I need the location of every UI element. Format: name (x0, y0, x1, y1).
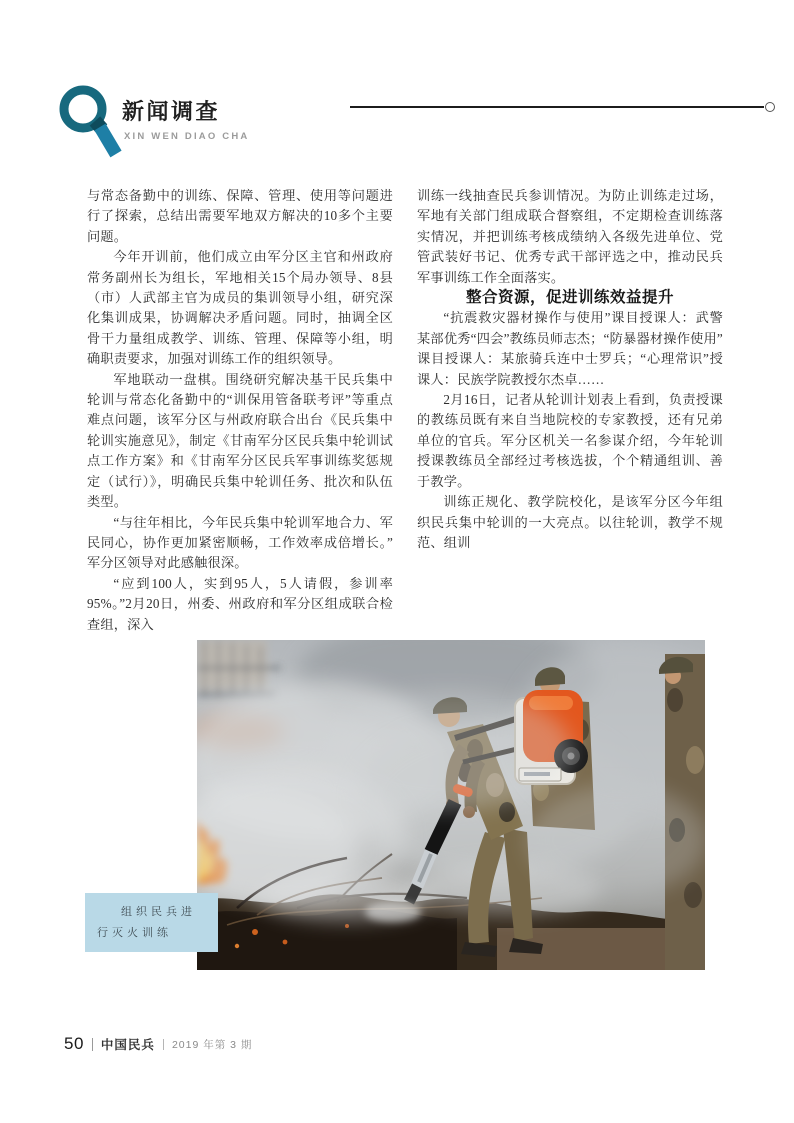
paragraph: 训练一线抽查民兵参训情况。为防止训练走过场，军地有关部门组成联合督察组，不定期检查训练落实情况，并把训练考核成绩纳入各级先进单位、党管武装好书记、优秀专武干部评选之中，推动民兵军事训练工作全面落实。 (417, 188, 723, 285)
caption-line: 行灭火训练 (97, 927, 172, 939)
footer-divider (92, 1038, 93, 1051)
header-rule-end-dot (765, 102, 775, 112)
paragraph: 与常态备勤中的训练、保障、管理、使用等问题进行了探索，总结出需要军地双方解决的10多个主要问题。 (87, 188, 393, 244)
issue-label: 2019 年第 3 期 (171, 1038, 253, 1051)
photo-caption (85, 893, 218, 952)
caption-line: 组织民兵进 (121, 906, 196, 918)
paragraph: 2月16日，记者从轮训计划表上看到，负责授课的教练员既有来自当地院校的专家教授，还有兄弟单位的官兵。军分区机关一名参谋介绍，今年轮训授课教练员全部经过考核选拔，个个精通组训、善于教学。 (417, 392, 723, 489)
header-rule (350, 106, 764, 108)
section-subtitle-pinyin: XIN WEN DIAO CHA (124, 131, 250, 142)
section-heading: 整合资源，促进训练效益提升 (465, 289, 674, 307)
magazine-name: 中国民兵 (100, 1038, 155, 1052)
article-left-column (87, 186, 393, 635)
paragraph: 今年开训前，他们成立由军分区主官和州政府常务副州长为组长，军地相关15个局办领导、8县（市）人武部主官为成员的集训领导小组，研究深化集训成果，协调解决矛盾问题。同时，抽调全区骨干力量组成教学、训练、管理、保障等小组，明确职责要求，加强对训练工作的组织领导。 (87, 249, 393, 367)
training-photo (197, 640, 705, 970)
paragraph: 军地联动一盘棋。围绕研究解决基干民兵集中轮训与常态化备勤中的“训保用管备联考评”等重点难点问题，该军分区与州政府联合出台《民兵集中轮训实施意见》，制定《甘南军分区民兵集中轮训试点工作方案》和《甘南军分区民兵军事训练奖惩规定（试行）》，明确民兵集中轮训任务、批次和队伍类型。 (87, 371, 393, 510)
magnifier-icon (56, 84, 126, 170)
page-footer (64, 1034, 252, 1054)
paragraph: “与往年相比，今年民兵集中轮训军地合力、军民同心，协作更加紧密顺畅，工作效率成倍增长。”军分区领导对此感触很深。 (87, 514, 393, 571)
section-title: 新闻调查 (122, 99, 221, 124)
article-right-column (417, 186, 723, 553)
footer-divider (163, 1039, 164, 1050)
paragraph: “抗震救灾器材操作与使用”课目授课人：武警某部优秀“四会”教练员师志杰；“防暴器材操作使用”课目授课人：某旅骑兵连中士罗兵；“心理常识”授课人：民族学院教授尔杰卓…… (417, 310, 723, 387)
page-number: 50 (64, 1034, 84, 1053)
paragraph: “应到100人，实到95人，5人请假，参训率95%。”2月20日，州委、州政府和军分区组成联合检查组，深入 (87, 575, 393, 632)
paragraph: 训练正规化、教学院校化，是该军分区今年组织民兵集中轮训的一大亮点。以往轮训，教学不规范、组训 (417, 494, 723, 550)
